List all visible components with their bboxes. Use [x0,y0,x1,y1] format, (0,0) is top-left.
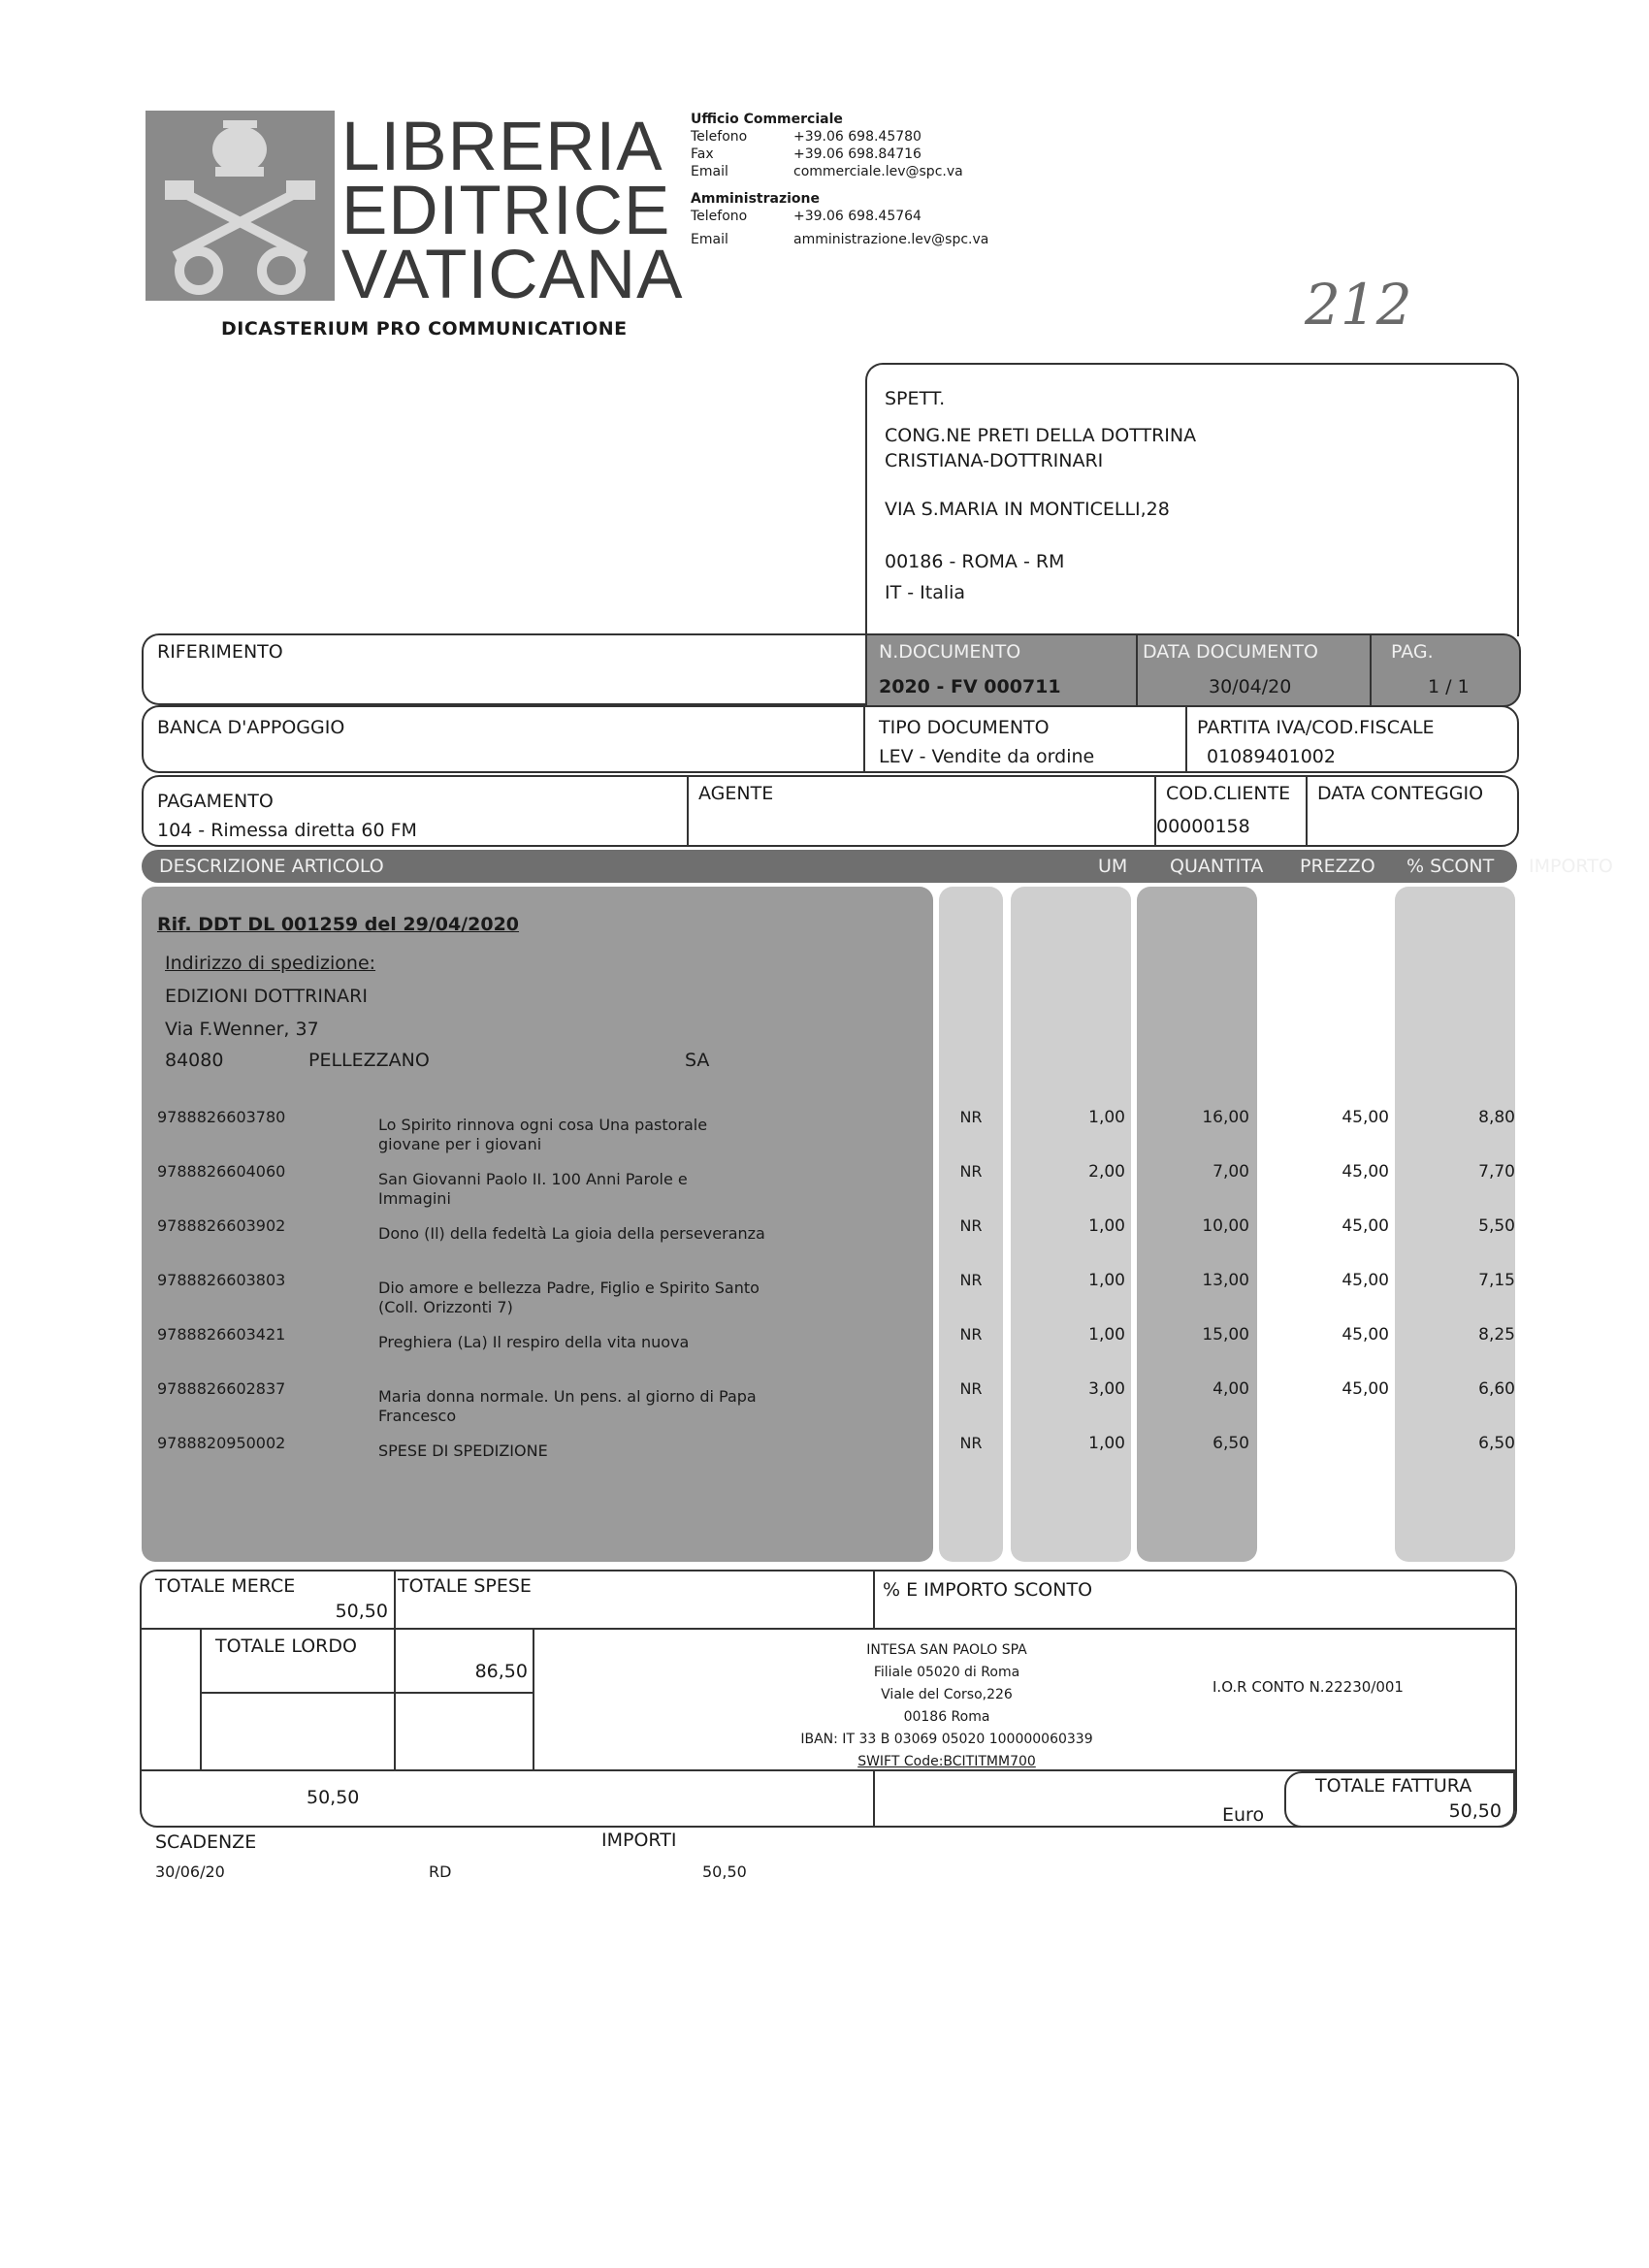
banca-label: BANCA D'APPOGGIO [157,717,345,738]
ufficio-title: Ufficio Commerciale [691,112,843,127]
row-qty: 2,00 [1088,1162,1125,1182]
row-desc-1: SPESE DI SPEDIZIONE [378,1442,548,1460]
amm-email: amministrazione.lev@spc.va [793,232,989,247]
row-price: 7,00 [1212,1162,1249,1182]
recipient-country: IT - Italia [885,582,966,603]
pag-value: 1 / 1 [1428,676,1470,697]
row-qty: 3,00 [1088,1379,1125,1399]
row-desc-1: Dono (Il) della fedeltà La gioia della perseveranza [378,1224,765,1243]
amm-email-label: Email [691,232,728,247]
bank-line-3: Viale del Corso,226 [881,1687,1013,1702]
dataconteggio-label: DATA CONTEGGIO [1317,783,1484,804]
row-um: NR [959,1325,983,1344]
totale-merce-label: TOTALE MERCE [155,1575,296,1597]
th-sconto: % SCONT [1406,856,1495,877]
logo-line-3: VATICANA [341,237,684,313]
riferimento-label: RIFERIMENTO [157,641,283,663]
ior-account: I.O.R CONTO N.22230/001 [1212,1678,1404,1696]
recipient-city: 00186 - ROMA - RM [885,551,1065,572]
recipient-name-2: CRISTIANA-DOTTRINARI [885,450,1104,471]
row-amount: 6,50 [1478,1434,1515,1453]
row-desc-2: (Coll. Orizzonti 7) [378,1298,513,1316]
th-quantita: QUANTITA [1170,856,1264,877]
logo-emblem [146,111,335,301]
row-price: 6,50 [1212,1434,1249,1453]
tipo-piva-box [863,705,1519,773]
recipient-address: VIA S.MARIA IN MONTICELLI,28 [885,499,1170,520]
row-amount: 6,60 [1478,1379,1515,1399]
ndoc-label: N.DOCUMENTO [879,641,1021,663]
row-code: 9788826603902 [157,1216,286,1235]
totale-fattura-value: 50,50 [1448,1800,1502,1822]
ddt-reference: Rif. DDT DL 001259 del 29/04/2020 [157,914,520,935]
bank-line-2: Filiale 05020 di Roma [873,1665,1020,1680]
riferimento-box [142,633,867,705]
piva-label: PARTITA IVA/COD.FISCALE [1197,717,1435,738]
ufficio-fax-label: Fax [691,146,714,162]
row-disc: 45,00 [1342,1325,1389,1345]
totale-spese-label: TOTALE SPESE [398,1575,532,1597]
ufficio-tel: +39.06 698.45780 [793,129,922,145]
pag-label: PAG. [1391,641,1434,663]
row-price: 13,00 [1202,1271,1249,1290]
codcliente-label: COD.CLIENTE [1166,783,1291,804]
row-desc-2: Francesco [378,1407,457,1425]
row-um: NR [959,1216,983,1235]
row-disc: 45,00 [1342,1379,1389,1399]
row-code: 9788826603803 [157,1271,286,1289]
ufficio-fax: +39.06 698.84716 [793,146,922,162]
row-desc-2: Immagini [378,1189,451,1208]
handwritten-number: 212 [1305,272,1412,338]
row-amount: 8,80 [1478,1108,1515,1127]
amm-tel: +39.06 698.45764 [793,209,922,224]
document-id-box [865,633,1521,707]
keys-tiara-icon [146,111,335,301]
th-importo: IMPORTO [1529,856,1613,877]
bank-line-1: INTESA SAN PAOLO SPA [866,1642,1027,1658]
row-disc: 45,00 [1342,1108,1389,1127]
row-code: 9788820950002 [157,1434,286,1452]
row-qty: 1,00 [1088,1434,1125,1453]
row-desc-1: Lo Spirito rinnova ogni cosa Una pastorale [378,1116,708,1134]
agente-label: AGENTE [698,783,774,804]
ship-city: PELLEZZANO [308,1050,430,1071]
row-desc-1: San Giovanni Paolo II. 100 Anni Parole e [378,1170,688,1188]
row-amount: 7,70 [1478,1162,1515,1182]
row-um: NR [959,1162,983,1181]
row-disc: 45,00 [1342,1271,1389,1290]
data-doc-value: 30/04/20 [1209,676,1292,697]
ndoc-value: 2020 - FV 000711 [879,676,1061,697]
row-um: NR [959,1379,983,1398]
th-um: UM [1098,856,1128,877]
piva-value: 01089401002 [1207,746,1336,767]
row-amount: 8,25 [1478,1325,1515,1345]
banca-box [142,705,865,773]
row-desc-2: giovane per i giovani [378,1135,542,1153]
recipient-spett: SPETT. [885,388,946,409]
contact-info [691,111,1020,248]
row-um: NR [959,1108,983,1126]
ship-prov: SA [685,1050,710,1071]
tipo-label: TIPO DOCUMENTO [879,717,1050,738]
row-desc-1: Maria donna normale. Un pens. al giorno di Papa [378,1387,757,1406]
codcliente-value: 00000158 [1156,816,1250,837]
row-price: 10,00 [1202,1216,1249,1236]
row-qty: 1,00 [1088,1216,1125,1236]
pagamento-row [142,775,1519,847]
ship-cap: 84080 [165,1050,224,1071]
row-code: 9788826603421 [157,1325,286,1344]
data-doc-label: DATA DOCUMENTO [1143,641,1318,663]
ship-name: EDIZIONI DOTTRINARI [165,986,368,1007]
row-qty: 1,00 [1088,1108,1125,1127]
logo-line-1: LIBRERIA [341,109,663,185]
row-disc: 45,00 [1342,1162,1389,1182]
scadenza-amount: 50,50 [702,1863,747,1881]
totale-lordo-label: TOTALE LORDO [215,1636,357,1657]
ufficio-email: commerciale.lev@spc.va [793,164,963,179]
row-price: 15,00 [1202,1325,1249,1345]
scadenze-label: SCADENZE [155,1831,257,1853]
row-price: 16,00 [1202,1108,1249,1127]
row-um: NR [959,1434,983,1452]
row-qty: 1,00 [1088,1271,1125,1290]
th-prezzo: PREZZO [1300,856,1375,877]
row-price: 4,00 [1212,1379,1249,1399]
ufficio-tel-label: Telefono [691,129,748,145]
row-disc: 45,00 [1342,1216,1389,1236]
row-qty: 1,00 [1088,1325,1125,1345]
sconto-label: % E IMPORTO SCONTO [883,1579,1093,1601]
tipo-value: LEV - Vendite da ordine [879,746,1095,767]
totale-fattura-label: TOTALE FATTURA [1315,1775,1472,1797]
amm-title: Amministrazione [691,191,820,207]
row-amount: 5,50 [1478,1216,1515,1236]
row-um: NR [959,1271,983,1289]
ship-street: Via F.Wenner, 37 [165,1019,319,1040]
ufficio-email-label: Email [691,164,728,179]
totale-merce-value: 50,50 [335,1601,388,1622]
row-code: 9788826602837 [157,1379,286,1398]
pagamento-label: PAGAMENTO [157,791,274,812]
amm-tel-label: Telefono [691,209,748,224]
row-code: 9788826603780 [157,1108,286,1126]
bank-line-4: 00186 Roma [903,1709,990,1725]
logo-line-2: EDITRICE [341,173,671,249]
row-code: 9788826604060 [157,1162,286,1181]
row-desc-1: Preghiera (La) Il respiro della vita nuova [378,1333,690,1351]
row-desc-1: Dio amore e bellezza Padre, Figlio e Spirito Santo [378,1279,760,1297]
recipient-box [865,363,1519,636]
totale-lordo-value: 86,50 [474,1661,528,1682]
bank-line-5: IBAN: IT 33 B 03069 05020 100000060339 [800,1732,1093,1747]
row-amount: 7,15 [1478,1271,1515,1290]
importi-label: IMPORTI [601,1830,677,1851]
pagamento-value: 104 - Rimessa diretta 60 FM [157,820,417,841]
table-header [142,850,1613,883]
scadenza-mode: RD [429,1863,452,1881]
recipient-name-1: CONG.NE PRETI DELLA DOTTRINA [885,425,1197,446]
ship-label: Indirizzo di spedizione: [165,953,376,974]
scadenza-date: 30/06/20 [155,1863,225,1881]
dicasterium: DICASTERIUM PRO COMMUNICATIONE [221,318,628,340]
totale-fattura-box [1284,1771,1515,1828]
bank-details [743,1639,1150,1773]
euro-label: Euro [1222,1804,1265,1826]
imponibile-value: 50,50 [307,1787,360,1808]
th-descrizione: DESCRIZIONE ARTICOLO [159,856,384,877]
bank-line-6: SWIFT Code:BCITITMM700 [857,1754,1036,1769]
